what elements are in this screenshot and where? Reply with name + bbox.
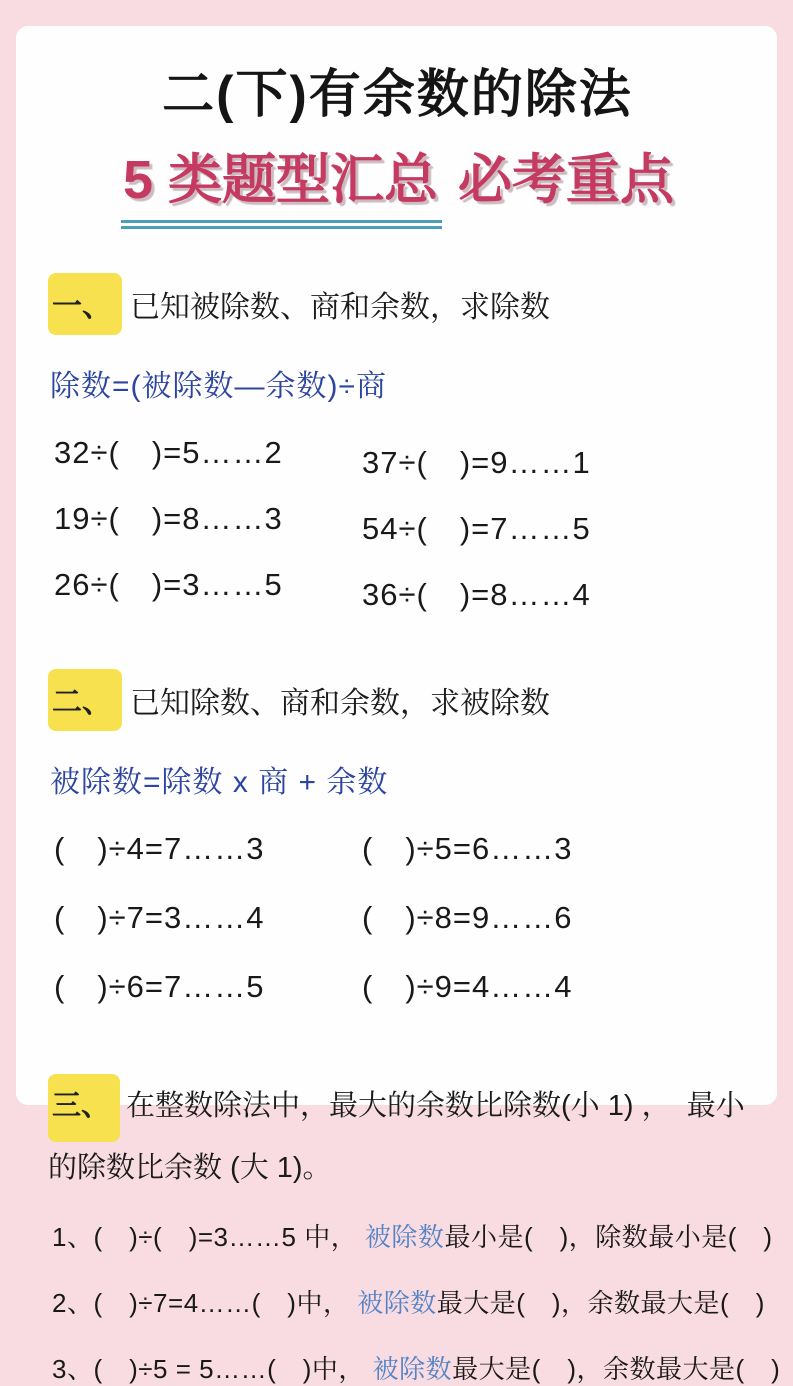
question-post-text: 最小是( )，除数最小是( ) xyxy=(444,1222,773,1253)
question-item-3 xyxy=(52,1349,781,1386)
problem-text: 32÷( )=5……2 xyxy=(54,435,283,470)
page-title: 二(下)有余数的除法 xyxy=(162,66,633,124)
problem-text: ( )÷4=7……3 xyxy=(54,831,265,866)
problem-text: ( )÷7=3……4 xyxy=(54,900,265,935)
section-two-formula: 被除数=除数 x 商 + 余数 xyxy=(50,766,389,799)
dividend-term: 被除数 xyxy=(372,1354,453,1385)
question-item-2 xyxy=(52,1283,765,1320)
section-one-heading-text: 已知被除数、商和余数，求除数 xyxy=(130,291,550,324)
problem-text: ( )÷9=4……4 xyxy=(362,969,573,1004)
section-two-heading-text: 已知除数、商和余数，求被除数 xyxy=(130,687,550,720)
problem-text: 54÷( )=7……5 xyxy=(362,511,591,546)
page-subtitle xyxy=(48,137,747,229)
problem-text: ( )÷8=9……6 xyxy=(362,900,573,935)
section-two-marker: 二、 xyxy=(48,669,122,731)
dividend-term: 被除数 xyxy=(364,1222,445,1253)
problems-column-right xyxy=(362,823,573,1030)
problems-column-right xyxy=(362,427,591,625)
section-one-marker: 一、 xyxy=(48,273,122,335)
section-two-heading xyxy=(48,669,747,731)
section-three-items xyxy=(52,1217,781,1386)
question-pre-text: 1、( )÷( )=3……5 中， xyxy=(52,1222,365,1253)
section-one-problems-grid xyxy=(54,427,747,625)
subtitle-underlined-text: 5 类题型汇总 xyxy=(121,137,442,229)
problem-text: 26÷( )=3……5 xyxy=(54,567,283,602)
dividend-term: 被除数 xyxy=(357,1288,437,1319)
section-three-heading xyxy=(48,1074,747,1195)
section-two-problems-grid xyxy=(54,823,747,1030)
problem-text: 19÷( )=8……3 xyxy=(54,501,283,536)
problem-text: 37÷( )=9……1 xyxy=(362,445,591,480)
section-one-heading xyxy=(48,273,747,335)
problems-column-left xyxy=(54,427,362,625)
worksheet-card xyxy=(16,26,781,1385)
problem-text: ( )÷6=7……5 xyxy=(54,969,265,1004)
problem-text: 36÷( )=8……4 xyxy=(362,577,591,612)
section-three-marker: 三、 xyxy=(48,1074,120,1142)
question-pre-text: 3、( )÷5 = 5……( )中， xyxy=(52,1354,373,1385)
section-one-formula: 除数=(被除数—余数)÷商 xyxy=(50,370,387,403)
question-pre-text: 2、( )÷7=4……( )中， xyxy=(52,1288,358,1319)
question-item-1 xyxy=(52,1217,773,1254)
problems-column-left xyxy=(54,823,362,1030)
section-three-heading-text: 在整数除法中，最大的余数比除数(小 1) ， 最小的除数比余数 (大 1)。 xyxy=(48,1090,745,1184)
problem-text: ( )÷5=6……3 xyxy=(362,831,573,866)
question-post-text: 最大是( )，余数最大是( ) xyxy=(436,1288,765,1319)
question-post-text: 最大是( )，余数最大是( ) xyxy=(452,1354,781,1385)
subtitle-rest-text: 必考重点 xyxy=(458,150,675,210)
